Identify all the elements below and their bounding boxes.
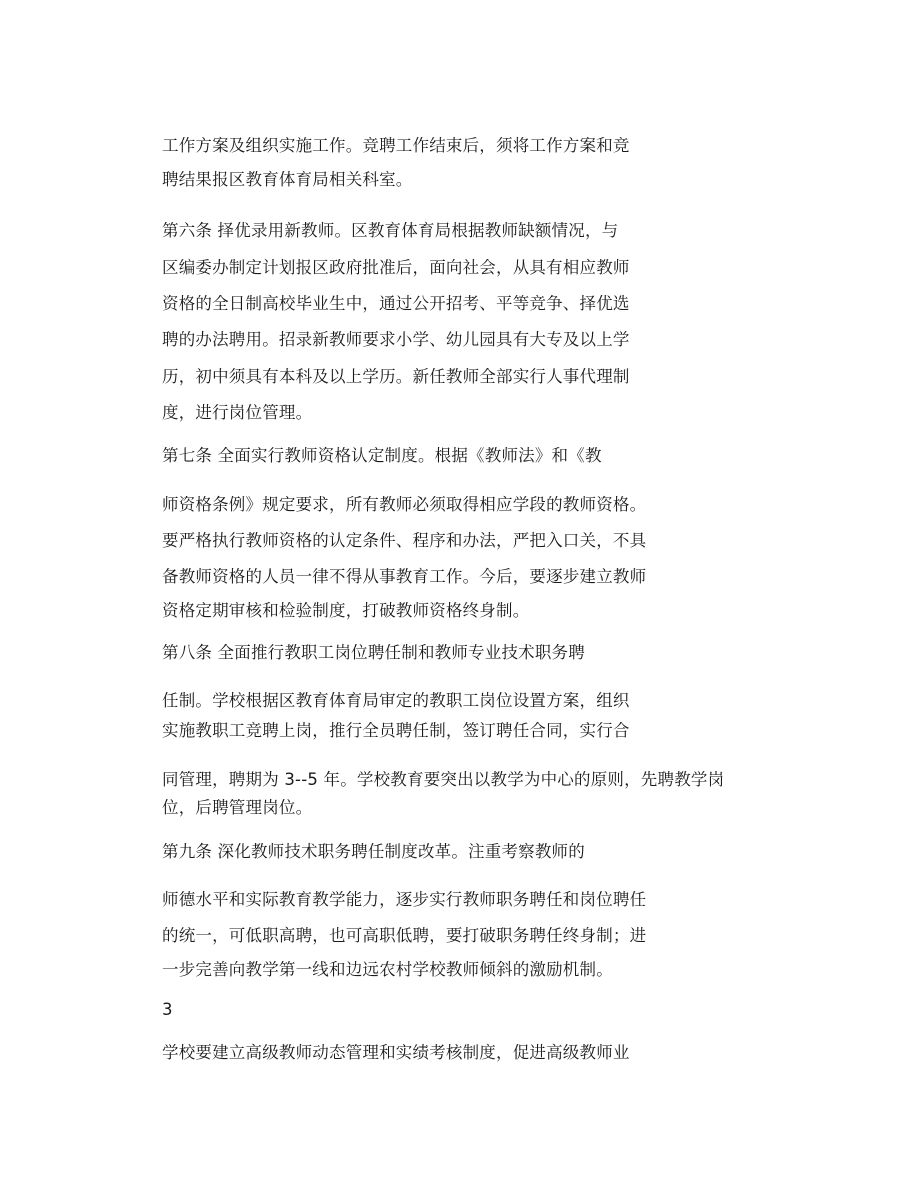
text-line: 位，后聘管理岗位。 [162,798,313,817]
text-line: 度，进行岗位管理。 [162,403,313,422]
article-8-heading: 第八条 全面推行教职工岗位聘任制和教师专业技术职务聘 [162,643,585,662]
text-line: 师资格条例》规定要求，所有教师必须取得相应学段的教师资格。 [162,495,647,514]
text-line: 聘结果报区教育体育局相关科室。 [162,170,413,189]
text-line: 备教师资格的人员一律不得从事教育工作。今后，要逐步建立教师 [162,567,647,586]
text-line: 同管理，聘期为 3--5 年。学校教育要突出以教学为中心的原则，先聘教学岗 [162,770,725,789]
text-line: 资格定期审核和检验制度，打破教师资格终身制。 [162,601,530,620]
text-line: 学校要建立高级教师动态管理和实绩考核制度，促进高级教师业 [162,1043,630,1062]
text-line: 的统一，可低职高聘，也可高职低聘，要打破职务聘任终身制；进 [162,926,647,945]
text-line: 一步完善向教学第一线和边远农村学校教师倾斜的激励机制。 [162,960,613,979]
text-line: 区编委办制定计划报区政府批准后，面向社会，从具有相应教师 [162,258,630,277]
article-7-heading: 第七条 全面实行教师资格认定制度。根据《教师法》和《教 [162,446,602,465]
article-9-heading: 第九条 深化教师技术职务聘任制度改革。注重考察教师的 [162,842,585,861]
text-line: 要严格执行教师资格的认定条件、程序和办法，严把入口关，不具 [162,531,647,550]
text-line: 师德水平和实际教育教学能力，逐步实行教师职务聘任和岗位聘任 [162,890,647,909]
text-line: 实施教职工竞聘上岗，推行全员聘任制，签订聘任合同，实行合 [162,721,630,740]
text-line: 工作方案及组织实施工作。竞聘工作结束后，须将工作方案和竞 [162,136,630,155]
text-line: 资格的全日制高校毕业生中，通过公开招考、平等竞争、择优选 [162,294,630,313]
section-number: 3 [162,1000,173,1019]
text-line: 历，初中须具有本科及以上学历。新任教师全部实行人事代理制 [162,367,630,386]
text-line: 聘的办法聘用。招录新教师要求小学、幼儿园具有大专及以上学 [162,330,630,349]
article-6-heading: 第六条 择优录用新教师。区教育体育局根据教师缺额情况，与 [162,221,619,240]
text-line: 任制。学校根据区教育体育局审定的教职工岗位设置方案，组织 [162,691,630,710]
